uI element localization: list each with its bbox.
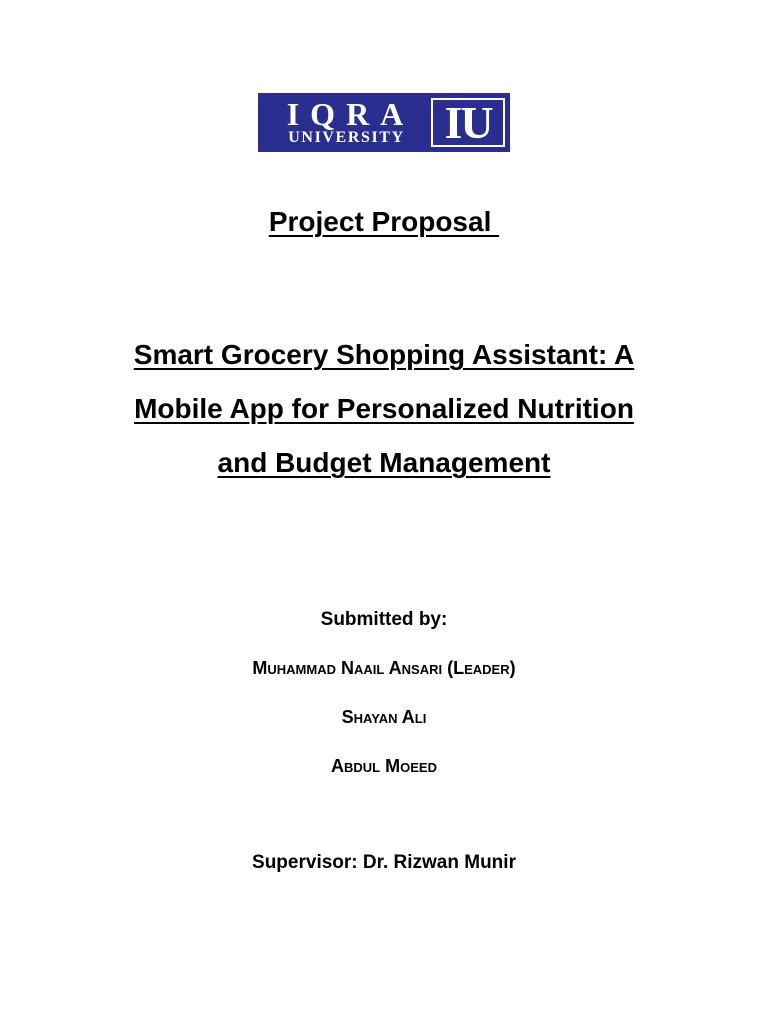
member-name: Abdul Moeed xyxy=(331,756,437,776)
document-heading: Project Proposal xyxy=(268,206,500,237)
logo-subtitle: UNIVERSITY xyxy=(288,128,405,146)
project-title-line-1: Smart Grocery Shopping Assistant: A xyxy=(133,339,635,370)
project-title-line-2: Mobile App for Personalized Nutrition xyxy=(134,393,634,424)
submitted-by-label: Submitted by: xyxy=(320,609,448,630)
project-title-line-3: and Budget Management xyxy=(217,447,551,478)
member-name: Muhammad Naail Ansari (Leader) xyxy=(252,658,516,678)
logo-name: IQRA xyxy=(286,95,415,132)
logo-mark: IU xyxy=(431,98,505,147)
supervisor-line: Supervisor: Dr. Rizwan Munir xyxy=(252,852,516,873)
university-logo xyxy=(258,93,510,152)
member-name: Shayan Ali xyxy=(341,707,427,727)
logo-wordmark xyxy=(258,93,429,152)
